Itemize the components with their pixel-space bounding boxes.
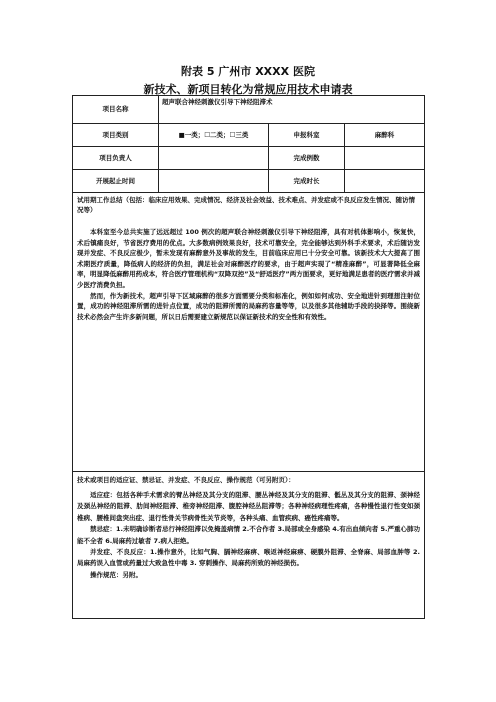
project-name-row: [73, 96, 425, 124]
complications-paragraph: 并发症、不良反应：1.操作意外，比如气胸、膈神经麻痹、喉返神经麻痹、硬膜外阻滞、全脊麻、局部血肿等 2. 局麻药误入血管或药量过大致急性中毒 3. 穿刺操作、局麻药所致的神经损伤。: [77, 548, 421, 568]
duration-value[interactable]: [345, 170, 425, 193]
form-number-title: 附表 5 广州市 XXXX 医院: [181, 65, 315, 78]
project-name-value[interactable]: 超声联合神经刺激仪引导下神经阻滞术: [159, 96, 425, 124]
category-label: 项目类别: [73, 124, 159, 147]
apply-dept-label: 申报科室: [269, 124, 345, 147]
project-name-label: 项目名称: [73, 96, 159, 124]
period-value[interactable]: [159, 170, 269, 193]
period-label: 开展起止时间: [73, 170, 159, 193]
indications-row: [73, 472, 425, 619]
leader-row: [73, 147, 425, 170]
cases-label: 完成例数: [269, 147, 345, 170]
indications-heading: 技术或项目的适应证、禁忌证、并发症、不良反应、操作规范（可另附页）：: [77, 476, 295, 484]
summary-paragraph-2: 然而，作为新技术，超声引导下区域麻醉的很多方面需要分类和标准化，例如如何成功、安全地进针到理想注射位置，成功的神经阻滞所需的进针点位置，成功的阻滞所需的局麻药容量等等，以及很多其他辅助手段的抉择等。围绕新技术必然会产生许多新问题，所以日后需要建立新规范以保证新技术的安全性和有效性。: [77, 291, 421, 321]
leader-value[interactable]: [159, 147, 269, 170]
apply-dept-value[interactable]: 麻醉科: [345, 124, 425, 147]
contraindications-paragraph: 禁忌症：1.未明确诊断者忌行神经阻滞以免掩盖病情 2.不合作者 3.局部或全身感染 4.有出血倾向者 5.严重心肺功能不全者 6.局麻药过敏者 7.病人拒绝。: [77, 525, 421, 545]
procedure-paragraph: 操作规范：另附。: [90, 570, 142, 579]
summary-section: [73, 193, 425, 472]
leader-label: 项目负责人: [73, 147, 159, 170]
indications-section: [73, 472, 425, 619]
category-value[interactable]: ■一类；☐二类；☐三类: [159, 124, 269, 147]
summary-row: [73, 193, 425, 472]
indications-paragraph: 适应症：包括各种手术需求的臂丛神经及其分支的阻滞、腰丛神经及其分支的阻滞、骶丛及其分支的阻滞、颈神经及颈丛神经的阻滞、肋间神经阻滞、椎旁神经阻滞、腹腔神经丛阻滞等；各种神经病理性疼痛，各种慢性退行性变如颈椎病、腰椎间盘突出症、退行性骨关节病骨性关节炎等，各种头痛、血管疾病、癌性疼痛等。: [77, 491, 421, 522]
duration-label: 完成时长: [269, 170, 345, 193]
form-title: 新技术、新项目转化为常规应用技术申请表: [143, 83, 353, 96]
cases-value[interactable]: [345, 147, 425, 170]
application-form-table: [72, 95, 425, 619]
summary-heading: 试用期工作总结（包括：临床应用效果、完成情况、经济及社会效益、技术难点、并发症或不良反应发生情况、随访情况等）: [77, 196, 415, 214]
category-row: [73, 124, 425, 147]
period-row: [73, 170, 425, 193]
summary-paragraph-1: 本科室至今总共实施了远远超过 100 例次的超声联合神经刺激仪引导下神经阻滞，具有对机体影响小，恢复快，术后镇痛良好，节省医疗费用的优点。大多数病例效果良好，技术可靠安全，完全能够达到外科手术要求，术后随访发现并发症、不良反应极少，暂未发现有麻醉意外及事故的发生，目前临床应用已十分安全可靠。该新技术大大提高了围术期医疗质量，降低病人的经济的负担，满足社会对麻醉医疗的要求，由于超声实现了“精准麻醉”，可显著降低全麻率，明显降低麻醉用药成本，符合医疗管理机构“双降双控”及“舒适医疗”两方面要求，更好地满足患者的医疗需求并减少医疗消费负担。: [77, 228, 421, 289]
